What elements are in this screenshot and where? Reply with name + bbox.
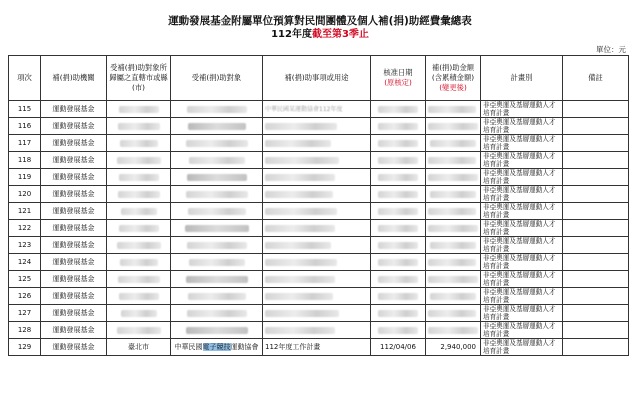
redacted-text: [119, 225, 159, 232]
cell-seq: 119: [9, 169, 41, 186]
redacted-text: [265, 225, 335, 232]
cell-date: [371, 288, 426, 305]
cell-purpose: [263, 237, 371, 254]
cell-county: [107, 305, 171, 322]
cell-plan: 非亞奧運及基層運動人才培育計畫: [481, 203, 563, 220]
cell-purpose: [263, 118, 371, 135]
cell-county: [107, 203, 171, 220]
cell-amount: [426, 101, 481, 118]
cell-county: [107, 220, 171, 237]
cell-seq: 125: [9, 271, 41, 288]
header-seq: 項次: [9, 56, 41, 101]
cell-recipient: [171, 220, 263, 237]
cell-purpose: [263, 220, 371, 237]
cell-amount: [426, 305, 481, 322]
redacted-text: [378, 327, 418, 334]
cell-county: [107, 118, 171, 135]
cell-plan: 非亞奧運及基層運動人才培育計畫: [481, 135, 563, 152]
redacted-text: [378, 310, 418, 317]
redacted-text: [119, 293, 159, 300]
header-remark: 備註: [563, 56, 629, 101]
redacted-text: [189, 157, 245, 164]
redacted-text: [265, 157, 339, 164]
recipient-part: 中華民國: [174, 343, 203, 351]
redacted-text: [378, 225, 418, 232]
cell-county: [107, 271, 171, 288]
cell-remark: [563, 339, 629, 356]
redacted-text: [378, 106, 418, 113]
cell-purpose: [263, 152, 371, 169]
redacted-text: [378, 157, 418, 164]
subtitle-year: 112年度: [271, 29, 312, 40]
redacted-text: [188, 123, 246, 130]
cell-agency: 運動發展基金: [41, 254, 107, 271]
redacted-text: [188, 208, 246, 215]
cell-recipient: [171, 288, 263, 305]
cell-amount: [426, 271, 481, 288]
table-row: [9, 118, 629, 135]
cell-purpose: [263, 169, 371, 186]
cell-plan: 非亞奧運及基層運動人才培育計畫: [481, 288, 563, 305]
cell-agency: 運動發展基金: [41, 271, 107, 288]
cell-agency: 運動發展基金: [41, 118, 107, 135]
cell-agency: 運動發展基金: [41, 288, 107, 305]
cell-date: [371, 254, 426, 271]
redacted-text: [117, 327, 161, 334]
cell-date: [371, 322, 426, 339]
cell-plan: 非亞奧運及基層運動人才培育計畫: [481, 118, 563, 135]
cell-plan: 非亞奧運及基層運動人才培育計畫: [481, 254, 563, 271]
redacted-text: [428, 259, 476, 266]
redacted-text: [428, 327, 478, 334]
cell-plan: 非亞奧運及基層運動人才培育計畫: [481, 152, 563, 169]
cell-seq: 121: [9, 203, 41, 220]
cell-remark: [563, 220, 629, 237]
cell-plan: 非亞奧運及基層運動人才培育計畫: [481, 186, 563, 203]
cell-amount: [426, 322, 481, 339]
header-plan: 計畫別: [481, 56, 563, 101]
cell-purpose: [263, 288, 371, 305]
cell-purpose: [263, 254, 371, 271]
table-row: [9, 322, 629, 339]
cell-remark: [563, 322, 629, 339]
unit-label: 單位：元: [596, 45, 626, 54]
table-row: [9, 203, 629, 220]
cell-recipient: [171, 169, 263, 186]
cell-seq: 128: [9, 322, 41, 339]
cell-remark: [563, 118, 629, 135]
cell-seq: 122: [9, 220, 41, 237]
redacted-text: [188, 293, 246, 300]
cell-county: [107, 237, 171, 254]
table-row: [9, 186, 629, 203]
cell-plan: 非亞奧運及基層運動人才培育計畫: [481, 271, 563, 288]
cell-amount: [426, 288, 481, 305]
cell-agency: 運動發展基金: [41, 152, 107, 169]
header-amount-label: 補(捐)助金額(含累積金額): [431, 63, 475, 82]
cell-remark: [563, 101, 629, 118]
cell-agency: 運動發展基金: [41, 237, 107, 254]
cell-date: [371, 118, 426, 135]
redacted-text: [185, 225, 249, 232]
redacted-text: [187, 242, 247, 249]
cell-plan: 非亞奧運及基層運動人才培育計畫: [481, 220, 563, 237]
cell-seq: 120: [9, 186, 41, 203]
cell-remark: [563, 288, 629, 305]
redacted-text: [186, 327, 248, 334]
cell-remark: [563, 305, 629, 322]
cell-county: [107, 288, 171, 305]
cell-seq: 124: [9, 254, 41, 271]
table-row: [9, 271, 629, 288]
redacted-text: [119, 106, 159, 113]
table-row: [9, 101, 629, 118]
cell-amount: 2,940,000: [426, 339, 481, 356]
header-county: 受補(捐)助對象所歸屬之直轄市或縣(市): [107, 56, 171, 101]
cell-remark: [563, 237, 629, 254]
cell-date: [371, 169, 426, 186]
cell-agency: 運動發展基金: [41, 203, 107, 220]
cell-amount: [426, 186, 481, 203]
document-title: 運動發展基金附屬單位預算對民間團體及個人補(捐)助經費彙總表: [168, 15, 472, 27]
cell-remark: [563, 135, 629, 152]
cell-amount: [426, 135, 481, 152]
cell-plan: 非亞奧運及基層運動人才培育計畫: [481, 237, 563, 254]
redacted-text: [189, 259, 245, 266]
redacted-text: [428, 157, 476, 164]
redacted-text: [265, 140, 331, 147]
redacted-text: [265, 293, 333, 300]
cell-county: [107, 322, 171, 339]
cell-recipient: [171, 118, 263, 135]
cell-seq: 127: [9, 305, 41, 322]
cell-purpose: [263, 322, 371, 339]
redacted-text: [117, 242, 161, 249]
cell-date: [371, 101, 426, 118]
redacted-text: [265, 208, 337, 215]
cell-amount: [426, 203, 481, 220]
cell-recipient: [171, 254, 263, 271]
cell-plan: 非亞奧運及基層運動人才培育計畫: [481, 322, 563, 339]
redacted-text: [378, 174, 418, 181]
cell-county: [107, 169, 171, 186]
cell-date: [371, 135, 426, 152]
subtitle-period: 截至第3季止: [311, 29, 369, 40]
redacted-text: [265, 310, 339, 317]
cell-remark: [563, 152, 629, 169]
subsidy-table: [8, 55, 629, 356]
cell-amount: [426, 237, 481, 254]
redacted-text: [186, 191, 248, 198]
redacted-text: [430, 140, 476, 147]
cell-seq: 126: [9, 288, 41, 305]
cell-agency: 運動發展基金: [41, 101, 107, 118]
redacted-text: [428, 123, 478, 130]
cell-plan: 非亞奧運及基層運動人才培育計畫: [481, 169, 563, 186]
cell-agency: 運動發展基金: [41, 220, 107, 237]
cell-remark: [563, 254, 629, 271]
redacted-text: [430, 242, 476, 249]
cell-recipient: [171, 271, 263, 288]
redacted-text: [430, 293, 476, 300]
table-body: [9, 101, 629, 356]
redacted-text: [265, 327, 335, 334]
table-row: [9, 237, 629, 254]
cell-recipient: [171, 237, 263, 254]
cell-recipient: [171, 322, 263, 339]
table-row: [9, 169, 629, 186]
redacted-text: [378, 293, 418, 300]
redacted-text: [378, 208, 418, 215]
cell-purpose: [263, 271, 371, 288]
redacted-text: [187, 174, 247, 181]
redacted-text: [118, 191, 160, 198]
redacted-text: [120, 259, 158, 266]
redacted-text: [428, 208, 476, 215]
cell-remark: [563, 169, 629, 186]
redacted-text: [430, 191, 476, 198]
redacted-text: [121, 208, 157, 215]
recipient-highlight: 電子競技: [202, 343, 231, 351]
cell-recipient: [171, 135, 263, 152]
redacted-text: [187, 106, 247, 113]
cell-amount: [426, 152, 481, 169]
cell-date: [371, 237, 426, 254]
redacted-text: [378, 259, 418, 266]
cell-purpose: 112年度工作計畫: [263, 339, 371, 356]
cell-agency: 運動發展基金: [41, 135, 107, 152]
cell-amount: [426, 220, 481, 237]
cell-agency: 運動發展基金: [41, 339, 107, 356]
redacted-text: [265, 123, 337, 130]
header-date-label: 核准日期: [383, 68, 413, 77]
header-date: [371, 56, 426, 101]
cell-agency: 運動發展基金: [41, 305, 107, 322]
cell-remark: [563, 203, 629, 220]
redacted-text: [378, 242, 418, 249]
redacted-text: [428, 276, 478, 283]
cell-plan: 非亞奧運及基層運動人才培育計畫: [481, 339, 563, 356]
header-amount: [426, 56, 481, 101]
cell-seq: 118: [9, 152, 41, 169]
cell-seq: 115: [9, 101, 41, 118]
redacted-text: [265, 259, 337, 266]
cell-date: [371, 152, 426, 169]
cell-seq: 116: [9, 118, 41, 135]
cell-agency: 運動發展基金: [41, 169, 107, 186]
cell-agency: 運動發展基金: [41, 186, 107, 203]
header-purpose: 補(捐)助事項或用途: [263, 56, 371, 101]
cell-recipient: [171, 186, 263, 203]
cell-amount: [426, 254, 481, 271]
cell-amount: [426, 169, 481, 186]
cell-purpose: [263, 305, 371, 322]
cell-county: [107, 101, 171, 118]
cell-purpose: [263, 101, 371, 118]
cell-purpose: [263, 203, 371, 220]
table-row: [9, 152, 629, 169]
redacted-text: [265, 174, 335, 181]
cell-purpose: [263, 135, 371, 152]
redacted-text: [186, 140, 248, 147]
redacted-text: [120, 140, 158, 147]
table-row: [9, 254, 629, 271]
redacted-text: [187, 310, 247, 317]
cell-county: [107, 254, 171, 271]
header-date-note: (原核定): [384, 78, 412, 87]
redacted-text: [117, 157, 161, 164]
redacted-text: [265, 276, 335, 283]
cell-agency: 運動發展基金: [41, 322, 107, 339]
redacted-text: [265, 191, 333, 198]
cell-purpose: [263, 186, 371, 203]
cell-seq: 123: [9, 237, 41, 254]
cell-recipient: [171, 305, 263, 322]
cell-amount: [426, 118, 481, 135]
faded-text: 中華民國某運動協會112年度: [265, 105, 343, 113]
cell-plan: 非亞奧運及基層運動人才培育計畫: [481, 101, 563, 118]
redacted-text: [118, 276, 160, 283]
cell-date: [371, 305, 426, 322]
document-subtitle: [0, 28, 640, 41]
redacted-text: [265, 242, 331, 249]
table-header: [9, 56, 629, 101]
cell-recipient: [171, 152, 263, 169]
cell-county: [107, 152, 171, 169]
table-row: [9, 339, 629, 356]
cell-recipient: [171, 339, 263, 356]
cell-recipient: [171, 203, 263, 220]
cell-county: 臺北市: [107, 339, 171, 356]
cell-plan: 非亞奧運及基層運動人才培育計畫: [481, 305, 563, 322]
redacted-text: [378, 191, 418, 198]
cell-date: [371, 203, 426, 220]
cell-recipient: [171, 101, 263, 118]
header-agency: 補(捐)助機關: [41, 56, 107, 101]
cell-remark: [563, 186, 629, 203]
redacted-text: [186, 276, 248, 283]
cell-county: [107, 135, 171, 152]
cell-date: [371, 186, 426, 203]
table-row: [9, 288, 629, 305]
header-recipient: 受補(捐)助對象: [171, 56, 263, 101]
table-row: [9, 135, 629, 152]
redacted-text: [428, 106, 476, 113]
redacted-text: [378, 123, 418, 130]
header-amount-note: (變更後): [439, 83, 467, 92]
cell-county: [107, 186, 171, 203]
redacted-text: [428, 310, 476, 317]
redacted-text: [378, 276, 418, 283]
cell-remark: [563, 271, 629, 288]
redacted-text: [428, 174, 478, 181]
cell-date: 112/04/06: [371, 339, 426, 356]
cell-date: [371, 220, 426, 237]
cell-seq: 129: [9, 339, 41, 356]
redacted-text: [118, 123, 160, 130]
redacted-text: [121, 310, 157, 317]
recipient-part: 運動協會: [230, 343, 259, 351]
cell-date: [371, 271, 426, 288]
redacted-text: [119, 174, 159, 181]
redacted-text: [378, 140, 418, 147]
table-row: [9, 220, 629, 237]
cell-seq: 117: [9, 135, 41, 152]
redacted-text: [428, 225, 478, 232]
table-row: [9, 305, 629, 322]
